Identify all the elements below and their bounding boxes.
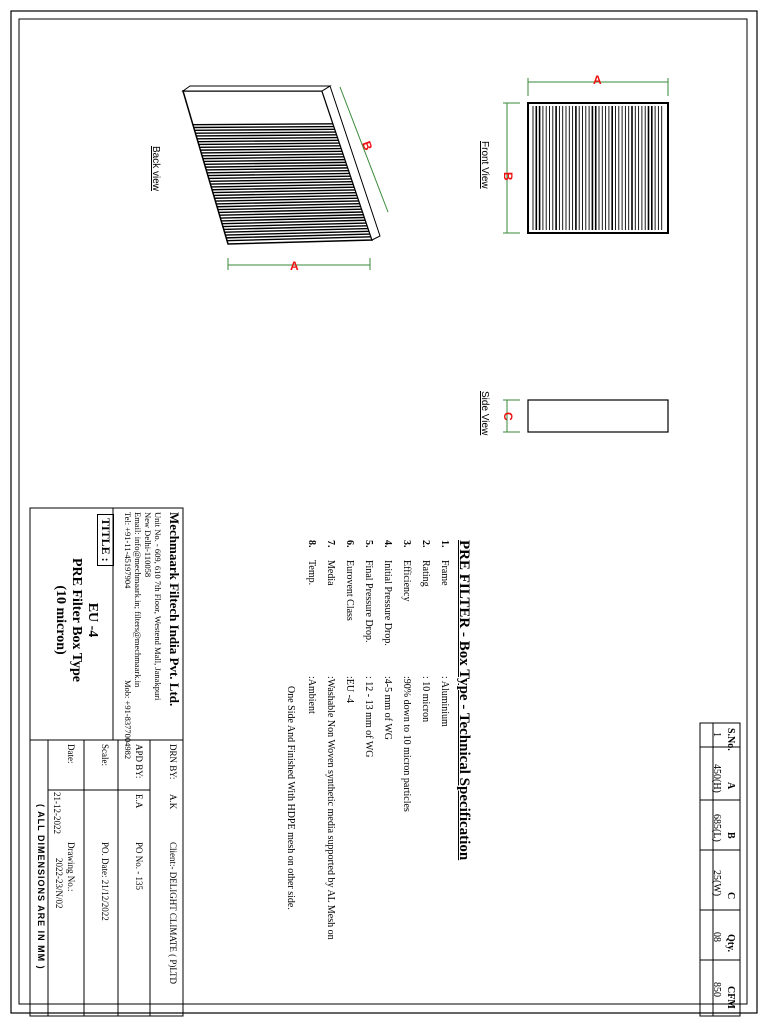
back-dim-b-label: B	[359, 139, 376, 153]
spec-item-value: :90% down to 10 micron particles	[401, 676, 412, 812]
back-view-label: Back view	[150, 146, 161, 192]
spec-item-label: Final Pressure Drop.	[363, 560, 374, 643]
front-dim-a-label: A	[593, 73, 602, 87]
spec-item-value: :Ambient	[306, 676, 317, 714]
title-line2: PRE Filter Box Type	[69, 557, 84, 683]
date-value: 21-12-2022	[52, 792, 62, 834]
spec-item-value: :4-5 mm of WG	[382, 676, 393, 740]
company-address1: Unit No. - 609, 610 7th Floor, Westend Mall, Janakpuri	[153, 512, 163, 701]
spec-item-value: : Aluminium	[439, 676, 450, 727]
front-dim-b-label: B	[501, 172, 515, 181]
apd-value: E.A	[134, 794, 144, 809]
spec-item-value: :EU -4	[344, 676, 355, 703]
front-view-label: Front View	[479, 141, 490, 189]
spec-item-number: 7.	[325, 540, 336, 548]
spec-item-label: Eurovent Class	[344, 560, 355, 621]
title-line3: (10 micron)	[53, 585, 68, 655]
spec-cell-a: 450(H)	[711, 764, 722, 793]
drn-value: A.K	[168, 794, 178, 810]
apd-label: APD BY:	[134, 744, 144, 779]
spec-title: PRE FILTER - Box Type - Technical Specification	[456, 540, 472, 861]
back-dim-a-label: A	[290, 259, 299, 273]
spec-header-a: A	[725, 782, 736, 790]
drawing-no-value: 2022-23/N/02	[54, 858, 64, 909]
title-line1: EU -4	[85, 602, 100, 638]
spec-item-value: :Washable Non Woven synthetic media supported by AL Mesh on	[325, 676, 336, 940]
company-mobile: Mob: +91-8377004982	[123, 680, 133, 760]
spec-item-number: 6.	[344, 540, 355, 548]
spec-cell-c: 25(W)	[711, 870, 722, 897]
company-name: Mechmaark Filtech India Pvt. Ltd.	[167, 512, 182, 707]
spec-item-number: 3.	[401, 540, 412, 548]
spec-item-label: Initial Pressure Drop.	[382, 560, 393, 646]
spec-item-number: 8.	[306, 540, 317, 548]
spec-item-number: 5.	[363, 540, 374, 548]
spec-item-label: Rating	[420, 560, 431, 587]
title-label: TITLE :	[97, 514, 114, 566]
drn-label: DRN BY:	[168, 744, 178, 780]
spec-item-value: : 10 micron	[420, 676, 431, 723]
spec-item-value: : 12 - 13 mm of WG	[363, 676, 374, 758]
client: Client:- DELIGHT CLIMATE ( P)LTD	[168, 842, 178, 984]
spec-header-sno: S.No.	[725, 728, 736, 751]
dimensions-footer: ( ALL DIMENSIONS ARE IN MM )	[36, 804, 46, 970]
spec-header-b: B	[725, 832, 736, 839]
company-email: Email: info@mechmaark.in; filters@mechmaark.in	[133, 512, 143, 688]
spec-cell-qty: 08	[711, 932, 722, 942]
spec-header-cfm: CFM	[725, 986, 736, 1009]
date-label: Date:	[66, 744, 76, 764]
po-date: PO. Date: 21/12/2022	[100, 842, 110, 921]
spec-item-label: Temp.	[306, 560, 317, 586]
spec-cell-b: 685(L)	[711, 814, 722, 842]
spec-item-label: Efficiency	[401, 560, 412, 602]
side-view-label: Side View	[479, 391, 490, 436]
scale-label: Scale:	[100, 744, 110, 766]
po-no: PO No. - 135	[134, 842, 144, 891]
spec-header-qty: Qty.	[725, 934, 736, 953]
drawing-no-label: Drawing No.:	[66, 842, 76, 892]
spec-cell-cfm: 850	[711, 982, 722, 997]
company-address2: New Delhi-110058	[143, 512, 153, 578]
spec-item-label: Media	[325, 560, 336, 586]
side-dim-c-label: C	[501, 412, 515, 421]
spec-media-line2: One Side And Finished With HDPE mesh on other side.	[285, 686, 296, 910]
spec-item-label: Frame	[439, 560, 450, 586]
spec-cell-sno: 1	[711, 732, 722, 737]
spec-header-c: C	[725, 892, 736, 900]
spec-item-number: 4.	[382, 540, 393, 548]
company-phone: Tel: +91-11-45197904	[123, 512, 133, 589]
spec-item-number: 1.	[439, 540, 450, 548]
spec-item-number: 2.	[420, 540, 431, 548]
